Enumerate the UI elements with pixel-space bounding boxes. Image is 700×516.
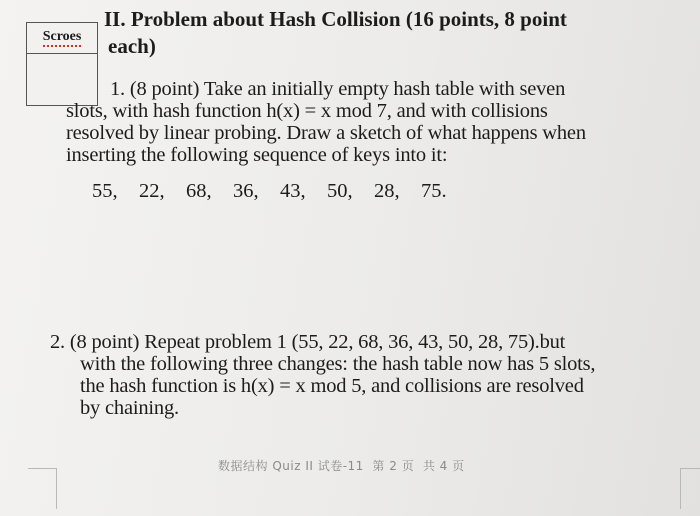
section-title-line1: II. Problem about Hash Collision (16 points, 8 point <box>104 7 567 31</box>
problem1-line: slots, with hash function h(x) = x mod 7, and with collisions <box>66 100 548 122</box>
problem1-keys: 55, 22, 68, 36, 43, 50, 28, 75. <box>92 180 447 202</box>
corner-mark-left <box>28 468 57 509</box>
problem2-line: with the following three changes: the hash table now has 5 slots, <box>80 353 596 375</box>
problem2-line: the hash function is h(x) = x mod 5, and collisions are resolved <box>80 375 584 397</box>
problem1-line: inserting the following sequence of keys into it: <box>66 144 448 166</box>
score-label: Scroes <box>43 29 82 47</box>
page-footer: 数据结构 Quiz II 试卷-11 第 2 页 共 4 页 <box>218 459 465 473</box>
corner-mark-right <box>680 468 700 509</box>
problem1-text <box>66 78 686 166</box>
score-header <box>27 23 97 54</box>
problem2-line: 2. (8 point) Repeat problem 1 (55, 22, 68, 36, 43, 50, 28, 75).but <box>50 331 566 353</box>
problem1-line: resolved by linear probing. Draw a sketch of what happens when <box>66 122 586 144</box>
section-title-line2: each) <box>108 34 156 58</box>
problem2-line: by chaining. <box>80 397 179 419</box>
problem2-text <box>50 331 680 419</box>
section-title <box>104 6 684 60</box>
problem1-line: 1. (8 point) Take an initially empty hash table with seven <box>110 78 566 100</box>
